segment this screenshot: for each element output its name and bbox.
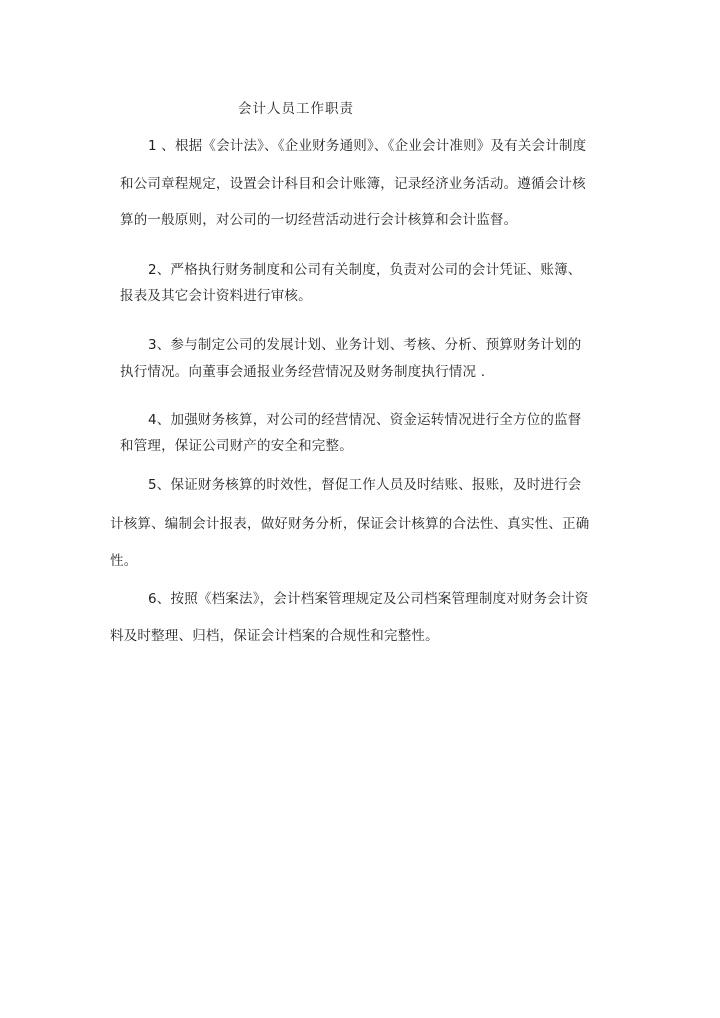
paragraph-4-line-1: 4、加强财务核算，对公司的经营情况、资金运转情况进行全方位的监督 bbox=[148, 412, 582, 428]
paragraph-6-line-1: 6、按照《档案法》，会计档案管理规定及公司档案管理制度对财务会计资 bbox=[148, 591, 589, 607]
paragraph-6-line-2: 料及时整理、归档，保证会计档案的合规性和完整性。 bbox=[110, 628, 439, 644]
paragraph-5-line-1: 5、保证财务核算的时效性，督促工作人员及时结账、报账，及时进行会 bbox=[148, 477, 582, 493]
paragraph-1-line-3: 算的一般原则，对公司的一切经营活动进行会计核算和会计监督。 bbox=[120, 212, 518, 228]
paragraph-2-line-1: 2、严格执行财务制度和公司有关制度，负责对公司的会计凭证、账簿、 bbox=[148, 262, 582, 278]
paragraph-3-line-1: 3、参与制定公司的发展计划、业务计划、考核、分析、预算财务计划的 bbox=[148, 337, 582, 353]
paragraph-1-line-2: 和公司章程规定，设置会计科目和会计账簿，记录经济业务活动。遵循会计核 bbox=[120, 176, 586, 192]
paragraph-2-line-2: 报表及其它会计资料进行审核。 bbox=[120, 288, 312, 304]
document-title: 会计人员工作职责 bbox=[238, 101, 354, 117]
paragraph-4-line-2: 和管理，保证公司财产的安全和完整。 bbox=[120, 438, 353, 454]
paragraph-5-line-3: 性。 bbox=[110, 553, 138, 569]
paragraph-1-line-1: 1 、根据《会计法》、《企业财务通则》、《企业会计准则》及有关会计制度 bbox=[148, 138, 587, 154]
paragraph-5-line-2: 计核算、编制会计报表，做好财务分析，保证会计核算的合法性、真实性、正确 bbox=[110, 516, 590, 532]
paragraph-3-line-2: 执行情况。向董事会通报业务经营情况及财务制度执行情况 . bbox=[120, 364, 486, 380]
